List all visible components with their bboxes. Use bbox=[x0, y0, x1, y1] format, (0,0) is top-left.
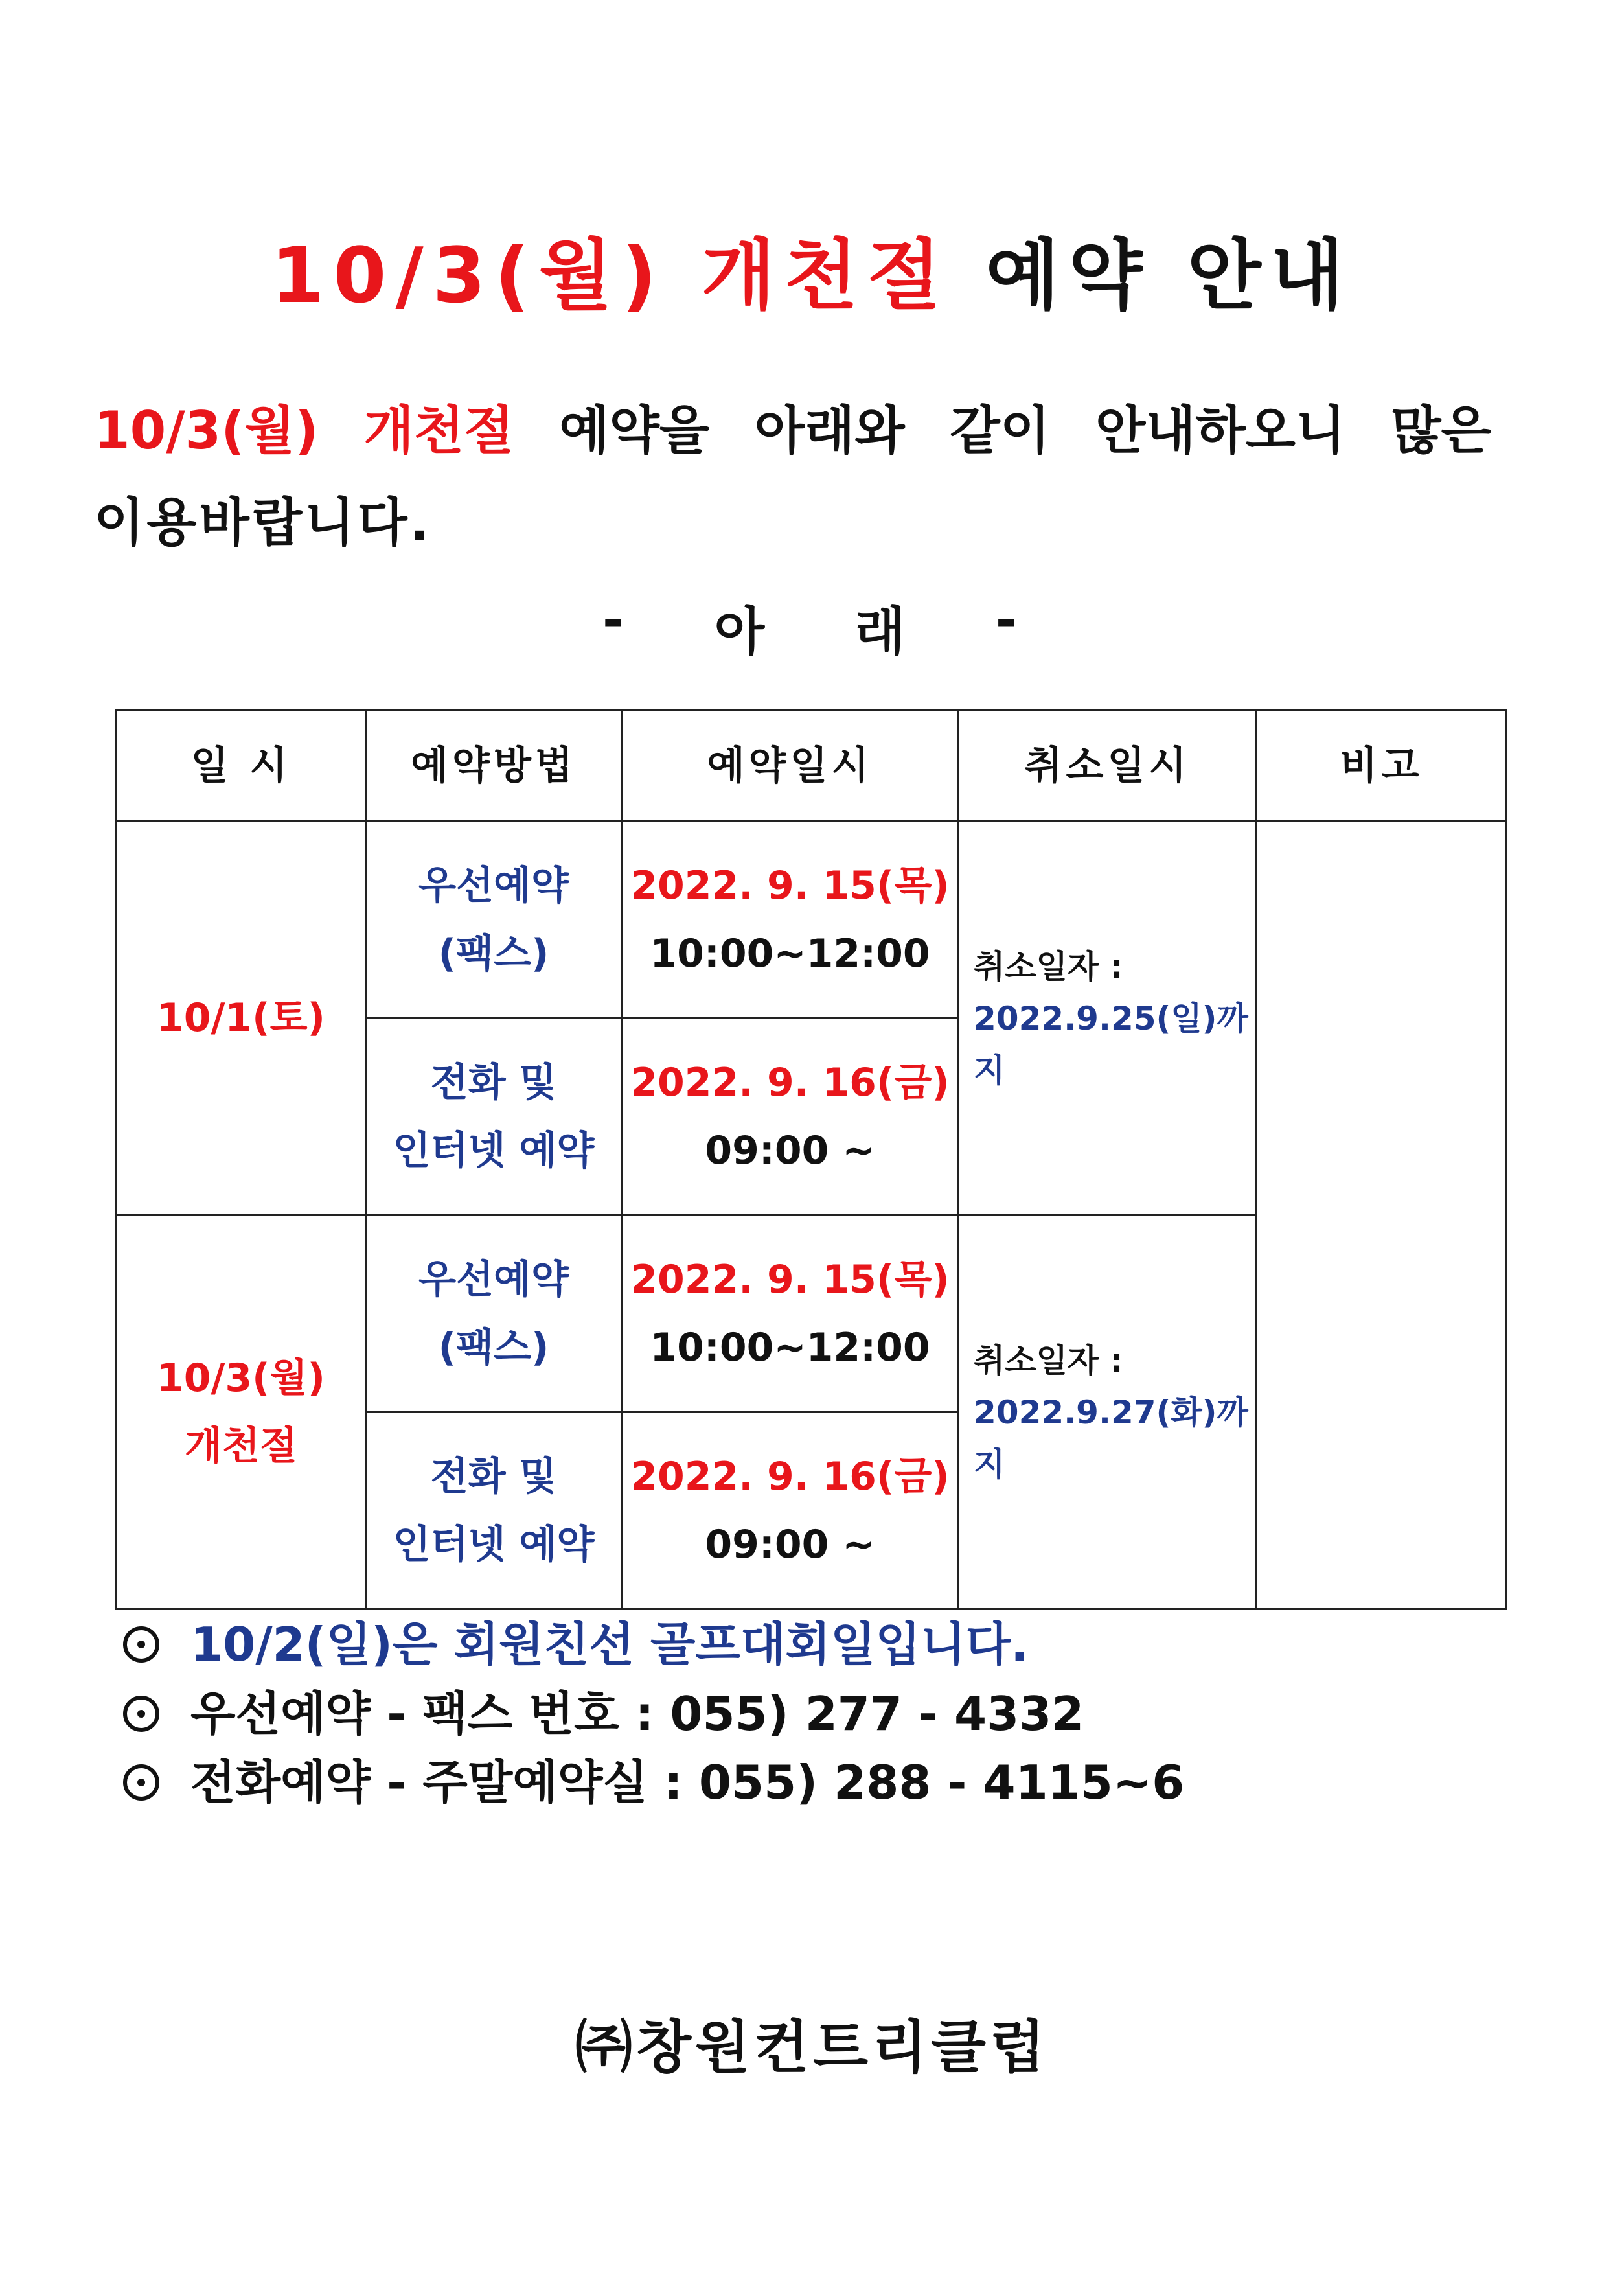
note-text: 우선예약 - 팩스 번호 : 055) 277 - 4332 bbox=[190, 1686, 1084, 1741]
method-cell bbox=[366, 1019, 622, 1216]
method-line-2: (팩스) bbox=[438, 930, 549, 976]
note-text: 10/2(일)은 회원친선 골프대회일입니다. bbox=[190, 1617, 1029, 1672]
header-method: 예약방법 bbox=[366, 711, 622, 822]
method-line-2: 인터넷 예약 bbox=[393, 1521, 595, 1567]
reserve-time: 10:00~12:00 bbox=[650, 930, 930, 976]
circle-dot-icon bbox=[123, 1626, 159, 1663]
reserve-time: 09:00 ~ bbox=[705, 1127, 875, 1173]
table-header-row bbox=[117, 711, 1507, 822]
note-text: 전화예약 - 주말예약실 : 055) 288 - 4115~6 bbox=[190, 1755, 1185, 1810]
cancel-date: 2022.9.27(화)까지 bbox=[974, 1393, 1248, 1483]
circle-dot-icon bbox=[123, 1764, 159, 1801]
cancel-cell bbox=[959, 822, 1257, 1216]
header-datetime: 일 시 bbox=[117, 711, 366, 822]
method-line-2: 인터넷 예약 bbox=[393, 1127, 595, 1173]
reserve-date: 2022. 9. 16(금) bbox=[630, 1453, 950, 1499]
intro-red: 10/3(월) 개천절 bbox=[94, 400, 514, 461]
list-item bbox=[123, 1748, 1184, 1817]
cancel-label: 취소일자 : bbox=[974, 1341, 1123, 1379]
play-date-cell bbox=[117, 822, 366, 1216]
organization-name: ㈜창원컨트리클럽 bbox=[575, 2014, 1049, 2080]
cancel-date: 2022.9.25(일)까지 bbox=[974, 999, 1248, 1089]
circle-dot-icon bbox=[123, 1696, 159, 1732]
reserve-datetime-cell bbox=[622, 1412, 959, 1609]
method-cell bbox=[366, 1216, 622, 1412]
play-date: 10/3(월) bbox=[157, 1355, 325, 1401]
reserve-time: 09:00 ~ bbox=[705, 1521, 875, 1567]
reserve-datetime-cell bbox=[622, 1019, 959, 1216]
below-dash-left: - bbox=[602, 590, 624, 650]
header-remarks: 비고 bbox=[1257, 711, 1507, 822]
remarks-cell bbox=[1257, 822, 1507, 1609]
play-date-holiday: 개천절 bbox=[185, 1423, 297, 1469]
intro-line-2: 이용바랍니다. bbox=[94, 492, 433, 553]
title-black: 예약 안내 bbox=[985, 231, 1353, 320]
play-date: 10/1(토) bbox=[157, 995, 325, 1041]
reserve-date: 2022. 9. 16(금) bbox=[630, 1059, 950, 1105]
title-red: 10/3(월) 개천절 bbox=[271, 231, 950, 320]
reservation-table bbox=[115, 709, 1507, 1610]
method-line-2: (팩스) bbox=[438, 1324, 549, 1370]
reserve-time: 10:00~12:00 bbox=[650, 1324, 930, 1370]
cancel-label: 취소일자 : bbox=[974, 947, 1123, 985]
play-date-cell bbox=[117, 1216, 366, 1609]
cancel-cell bbox=[959, 1216, 1257, 1609]
table-row bbox=[117, 822, 1507, 1019]
reserve-datetime-cell bbox=[622, 822, 959, 1019]
header-cancel-time: 취소일시 bbox=[959, 711, 1257, 822]
below-marker bbox=[602, 590, 1017, 664]
page-title bbox=[0, 214, 1624, 324]
method-cell bbox=[366, 1412, 622, 1609]
header-reserve-time: 예약일시 bbox=[622, 711, 959, 822]
intro-line-1 bbox=[94, 389, 1538, 463]
below-char-1: 아 bbox=[714, 601, 765, 662]
notes-list bbox=[123, 1610, 1184, 1817]
intro-rest: 예약을 아래와 같이 안내하오니 많은 bbox=[559, 400, 1491, 461]
method-line-1: 우선예약 bbox=[418, 862, 569, 908]
list-item bbox=[123, 1610, 1184, 1679]
below-char-2: 래 bbox=[854, 601, 906, 662]
method-cell bbox=[366, 822, 622, 1019]
below-dash-right: - bbox=[995, 590, 1017, 650]
reserve-datetime-cell bbox=[622, 1216, 959, 1412]
reserve-date: 2022. 9. 15(목) bbox=[630, 1256, 950, 1302]
method-line-1: 전화 및 bbox=[430, 1453, 557, 1499]
reserve-date: 2022. 9. 15(목) bbox=[630, 862, 950, 908]
method-line-1: 우선예약 bbox=[418, 1256, 569, 1302]
list-item bbox=[123, 1679, 1184, 1749]
method-line-1: 전화 및 bbox=[430, 1059, 557, 1105]
